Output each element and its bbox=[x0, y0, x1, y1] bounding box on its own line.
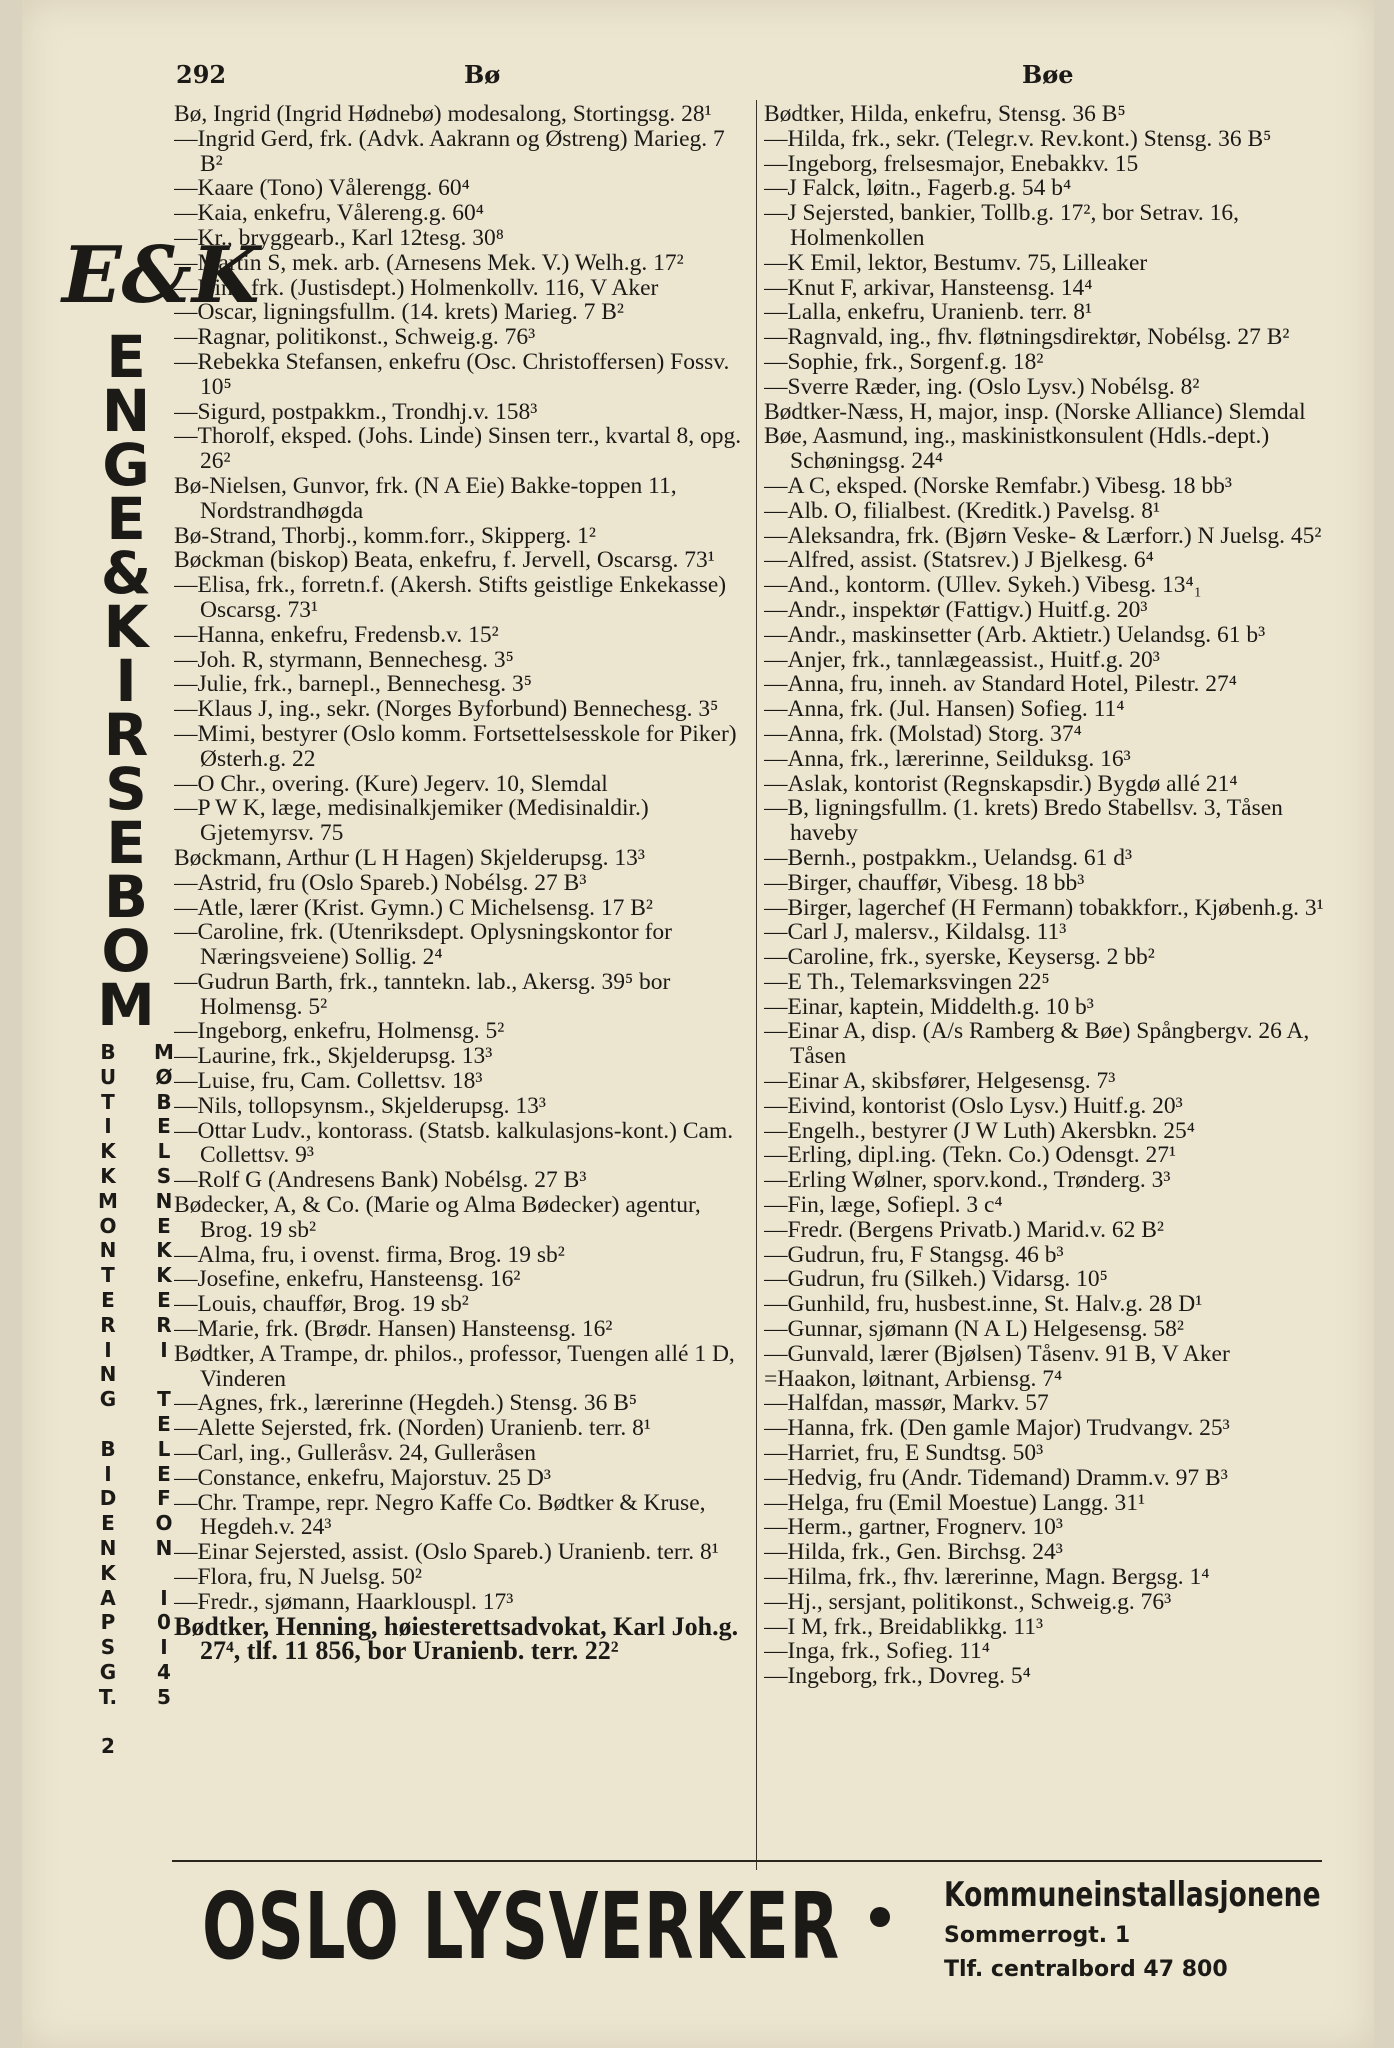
directory-entry: —Klaus J, ing., sekr. (Norges Byforbund) Bennechesg. 3⁵ bbox=[174, 697, 719, 722]
vertical-letter: 2 bbox=[101, 1734, 115, 1759]
directory-entry: —Flora, fru, N Juelsg. 50² bbox=[174, 1565, 422, 1590]
directory-entry: —Gunnar, sjømann (N A L) Helgesensg. 58² bbox=[764, 1317, 1184, 1342]
right-column bbox=[764, 102, 1346, 1689]
directory-entry: —Oscar, ligningsfullm. (14. krets) Marieg. 7 B² bbox=[174, 300, 624, 326]
directory-entry: —Gunhild, fru, husbest.inne, St. Halv.g. 28 D¹ bbox=[764, 1292, 1203, 1318]
directory-entry: —Engelh., bestyrer (J W Luth) Akersbkn. 25⁴ bbox=[764, 1118, 1195, 1144]
vertical-letter: E bbox=[157, 1287, 171, 1312]
directory-entry: —O Chr., overing. (Kure) Jegerv. 10, Slemdal bbox=[174, 771, 608, 797]
directory-entry: —Einar A, disp. (A/s Ramberg & Bøe) Spångbergv. 26 A, Tåsen bbox=[764, 1019, 1310, 1070]
directory-entry: =Haakon, løitnant, Arbiensg. 7⁴ bbox=[764, 1366, 1063, 1392]
directory-entry: —Kr., bryggearb., Karl 12tesg. 30⁸ bbox=[174, 225, 504, 251]
vertical-letter: K bbox=[100, 1560, 116, 1585]
directory-entry: —And., kontorm. (Ullev. Sykeh.) Vibesg. 13⁴₁ bbox=[764, 573, 1202, 598]
directory-entry: —Eivind, kontorist (Oslo Lysv.) Huitf.g. 20³ bbox=[764, 1093, 1183, 1119]
ad-letter: E bbox=[106, 485, 146, 553]
directory-entry: —Gudrun Barth, frk., tanntekn. lab., Akersg. 39⁵ bor Holmensg. 5² bbox=[174, 969, 671, 1020]
directory-entry: —K Emil, lektor, Bestumv. 75, Lilleaker bbox=[764, 250, 1148, 276]
ad-letter: I bbox=[115, 647, 137, 715]
directory-entry: —J Sejersted, bankier, Tollb.g. 17², bor Setrav. 16, Holmenkollen bbox=[764, 201, 1240, 251]
directory-entry: —Ingeborg, frk., Dovreg. 5⁴ bbox=[764, 1664, 1031, 1689]
directory-entry: —A C, eksped. (Norske Remfabr.) Vibesg. 18 bb³ bbox=[764, 473, 1232, 499]
vertical-letter: A bbox=[100, 1585, 116, 1610]
right-column-heading: Bøe bbox=[1022, 60, 1074, 89]
vertical-letter: U bbox=[99, 1064, 117, 1089]
directory-entry: —Inga, frk., Sofieg. 11⁴ bbox=[764, 1639, 990, 1665]
vertical-letter: G bbox=[99, 1387, 117, 1412]
vertical-letter: P bbox=[100, 1610, 116, 1635]
vertical-letter: O bbox=[155, 1511, 173, 1536]
directory-entry: —Rolf G (Andresens Bank) Nobélsg. 27 B³ bbox=[174, 1168, 587, 1194]
directory-entry: Bøckmann, Arthur (L H Hagen) Skjelderupsg. 13³ bbox=[174, 845, 645, 871]
vertical-letter: R bbox=[100, 1312, 116, 1337]
directory-entry: —Ottar Ludv., kontorass. (Statsb. kalkulasjons-kont.) Cam. Collettsv. 9³ bbox=[174, 1118, 734, 1169]
ad-letter: M bbox=[97, 971, 155, 1039]
left-column-heading: Bø bbox=[464, 60, 501, 89]
directory-entry: —Hilma, frk., fhv. lærerinne, Magn. Bergsg. 1⁴ bbox=[764, 1565, 1210, 1590]
vertical-letter: M bbox=[98, 1188, 118, 1213]
directory-entry: —Kaare (Tono) Vålerengg. 60⁴ bbox=[174, 176, 470, 202]
vertical-letter: N bbox=[99, 1535, 117, 1560]
vertical-letter: R bbox=[156, 1312, 172, 1337]
vertical-letter: I bbox=[160, 1585, 168, 1610]
vertical-letter: N bbox=[155, 1535, 173, 1560]
directory-entry: —Caroline, frk., syerske, Keysersg. 2 bb² bbox=[764, 945, 1155, 970]
directory-entry: Bøe, Aasmund, ing., maskinistkonsulent (Hdls.-dept.) Schøningsg. 24⁴ bbox=[764, 424, 1270, 474]
directory-entry: —Fredr., sjømann, Haarklouspl. 17³ bbox=[174, 1589, 514, 1615]
vertical-letter: K bbox=[100, 1163, 116, 1188]
vertical-letter: E bbox=[157, 1411, 171, 1436]
vertical-letter: K bbox=[100, 1139, 116, 1164]
side-advertisement bbox=[52, 230, 260, 1759]
directory-entry: —Gunvald, lærer (Bjølsen) Tåsenv. 91 B, V Aker bbox=[764, 1341, 1230, 1367]
directory-entry: —Hedvig, fru (Andr. Tidemand) Dramm.v. 97 B³ bbox=[764, 1465, 1228, 1491]
vertical-letter: F bbox=[157, 1486, 171, 1511]
vertical-letter: I bbox=[104, 1114, 112, 1139]
vertical-letter: I bbox=[160, 1337, 168, 1362]
directory-entry: —Fredr. (Bergens Privatb.) Marid.v. 62 B² bbox=[764, 1217, 1164, 1243]
directory-entry: —Anna, frk., lærerinne, Seilduksg. 16³ bbox=[764, 746, 1131, 772]
directory-entry: —Luise, fru, Cam. Collettsv. 18³ bbox=[174, 1069, 483, 1094]
vertical-letter: G bbox=[99, 1659, 117, 1684]
directory-entry: Bø-Strand, Thorbj., komm.forr., Skipperg. 1² bbox=[174, 523, 596, 549]
directory-entry: Bødtker, A Trampe, dr. philos., professor, Tuengen allé 1 D, Vinderen bbox=[174, 1341, 735, 1392]
directory-entry: —Gudrun, fru (Silkeh.) Vidarsg. 10⁵ bbox=[764, 1267, 1108, 1293]
directory-entry: —Marie, frk. (Brødr. Hansen) Hansteensg. 16² bbox=[174, 1317, 613, 1342]
directory-entry: —Einar A, skibsfører, Helgesensg. 7³ bbox=[764, 1069, 1116, 1094]
directory-entry: —J Falck, løitn., Fagerb.g. 54 b⁴ bbox=[764, 176, 1072, 202]
directory-page bbox=[22, 0, 1374, 2048]
directory-entry: —Caroline, frk. (Utenriksdept. Oplysningskontor for Næringsveiene) Sollig. 2⁴ bbox=[174, 920, 672, 970]
directory-entry: —Erling Wølner, sporv.kond., Trønderg. 3³ bbox=[764, 1168, 1171, 1194]
directory-entry: —Constance, enkefru, Majorstuv. 25 D³ bbox=[174, 1465, 551, 1491]
vertical-letter: B bbox=[100, 1040, 116, 1064]
footer-title: OSLO LYSVERKER bbox=[202, 1873, 840, 1980]
directory-entry: —Carl J, malersv., Kildalsg. 11³ bbox=[764, 920, 1067, 946]
directory-entry: —Anna, frk. (Jul. Hansen) Sofieg. 11⁴ bbox=[764, 697, 1125, 722]
directory-entry: —Bernh., postpakkm., Uelandsg. 61 d³ bbox=[764, 845, 1132, 871]
directory-entry: —Ingrid Gerd, frk. (Advk. Aakrann og Østreng) Marieg. 7 B² bbox=[174, 126, 725, 177]
vertical-letter: O bbox=[99, 1213, 117, 1238]
directory-entry: —Einar, kaptein, Middelth.g. 10 b³ bbox=[764, 994, 1094, 1020]
directory-entry: —Rebekka Stefansen, enkefru (Osc. Christoffersen) Fossv. 10⁵ bbox=[174, 349, 730, 400]
ad-letter: E bbox=[106, 809, 146, 877]
ad-letter: O bbox=[101, 917, 151, 985]
vertical-letter: T. bbox=[98, 1684, 118, 1709]
directory-entry: —Alette Sejersted, frk. (Norden) Uranienb. terr. 8¹ bbox=[174, 1416, 651, 1442]
vertical-letter: S bbox=[156, 1163, 172, 1188]
directory-entry: —Carl, ing., Gulleråsv. 24, Gulleråsen bbox=[174, 1441, 536, 1466]
directory-entry: —Birger, lagerchef (H Fermann) tobakkforr., Kjøbenh.g. 3¹ bbox=[764, 895, 1324, 921]
vertical-letter: N bbox=[99, 1238, 117, 1263]
directory-entry: Bøckman (biskop) Beata, enkefru, f. Jervell, Oscarsg. 73¹ bbox=[174, 548, 715, 574]
vertical-letter: I bbox=[160, 1635, 168, 1660]
vertical-letter bbox=[90, 1710, 126, 1735]
vertical-letter: N bbox=[155, 1188, 173, 1213]
directory-entry: —B, ligningsfullm. (1. krets) Bredo Stabellsv. 3, Tåsen haveby bbox=[764, 796, 1283, 846]
directory-entry: —Chr. Trampe, repr. Negro Kaffe Co. Bødtker & Kruse, Hegdeh.v. 24³ bbox=[174, 1490, 706, 1541]
vertical-letter: E bbox=[101, 1287, 115, 1312]
directory-entry: —Astrid, fru (Oslo Spareb.) Nobélsg. 27 B³ bbox=[174, 870, 587, 896]
directory-entry: —Sigurd, postpakkm., Trondhj.v. 158³ bbox=[174, 399, 538, 425]
ad-letter: G bbox=[102, 431, 150, 499]
vertical-letter: T bbox=[101, 1263, 115, 1288]
ad-letter: E bbox=[106, 323, 146, 391]
vertical-letter: K bbox=[156, 1238, 172, 1263]
footer-bullet bbox=[870, 1907, 890, 1927]
directory-entry: —Hanna, frk. (Den gamle Major) Trudvangv. 25³ bbox=[764, 1416, 1230, 1442]
directory-entry: —Helga, fru (Emil Moestue) Langg. 31¹ bbox=[764, 1490, 1145, 1516]
vertical-letter: E bbox=[157, 1213, 171, 1238]
footer-line-3: Tlf. centralbord 47 800 bbox=[944, 1957, 1228, 1982]
ad-letter: K bbox=[103, 593, 149, 661]
directory-entry: —Julie, frk., barnepl., Bennechesg. 3⁵ bbox=[174, 672, 532, 698]
directory-entry: —Aslak, kontorist (Regnskapsdir.) Bygdø allé 21⁴ bbox=[764, 771, 1238, 797]
ad-letter: N bbox=[101, 377, 151, 445]
vertical-letter: 4 bbox=[157, 1659, 171, 1684]
directory-entry: Bø, Ingrid (Ingrid Hødnebø) modesalong, Stortingsg. 28¹ bbox=[174, 102, 712, 127]
directory-entry: —Ragnar, politikonst., Schweig.g. 76³ bbox=[174, 325, 536, 350]
directory-entry: —E Th., Telemarksvingen 22⁵ bbox=[764, 969, 1050, 995]
directory-entry: —Nils, tollopsynsm., Skjelderupsg. 13³ bbox=[174, 1093, 546, 1119]
vertical-letter: 5 bbox=[157, 1684, 171, 1709]
directory-entry: —Alma, fru, i ovenst. firma, Brog. 19 sb² bbox=[174, 1242, 565, 1268]
vertical-letter: S bbox=[100, 1635, 116, 1660]
directory-entry: Bø-Nielsen, Gunvor, frk. (N A Eie) Bakke-toppen 11, Nordstrandhøgda bbox=[174, 473, 677, 524]
directory-entry: —Laurine, frk., Skjelderupsg. 13³ bbox=[174, 1044, 493, 1070]
directory-entry: —Lalla, enkefru, Uranienb. terr. 8¹ bbox=[764, 300, 1093, 326]
vertical-letter: Ø bbox=[155, 1064, 173, 1089]
directory-entry: Bødtker, Henning, høiesterettsadvokat, Karl Joh.g. 27⁴, tlf. 11 856, bor Uranienb. terr. 22² bbox=[174, 1614, 739, 1665]
directory-entry: —Mimi, bestyrer (Oslo komm. Fortsettelsesskole for Piker) Østerh.g. 22 bbox=[174, 721, 737, 772]
ek-logo: E&K bbox=[62, 230, 260, 321]
vertical-letter bbox=[90, 1412, 126, 1437]
footer-line-2: Sommerrogt. 1 bbox=[944, 1923, 1131, 1948]
vertical-letter: E bbox=[157, 1461, 171, 1486]
directory-entry: Bødtker, Hilda, enkefru, Stensg. 36 B⁵ bbox=[764, 102, 1126, 127]
directory-entry: —Nini, frk. (Justisdept.) Holmenkollv. 116, V Aker bbox=[174, 275, 659, 301]
directory-entry: —Andr., inspektør (Fattigv.) Huitf.g. 20³ bbox=[764, 597, 1148, 623]
directory-entry: —Halfdan, massør, Markv. 57 bbox=[764, 1391, 1049, 1417]
directory-entry: —Ingeborg, enkefru, Holmensg. 5² bbox=[174, 1019, 505, 1045]
directory-entry: —Alb. O, filialbest. (Kreditk.) Pavelsg. 8¹ bbox=[764, 498, 1161, 524]
ad-letter: B bbox=[103, 863, 149, 931]
directory-entry: —Martin S, mek. arb. (Arnesens Mek. V.) Welh.g. 17² bbox=[174, 250, 684, 276]
footer-advertisement bbox=[172, 1865, 1322, 1995]
vertical-letter: N bbox=[99, 1362, 117, 1387]
footer-rule bbox=[172, 1860, 1322, 1862]
page-number: 292 bbox=[176, 60, 227, 89]
directory-entry: —Birger, chauffør, Vibesg. 18 bb³ bbox=[764, 870, 1085, 896]
directory-entry: Bødecker, A, & Co. (Marie og Alma Bødecker) agentur, Brog. 19 sb² bbox=[174, 1193, 701, 1243]
directory-entry: —Sophie, frk., Sorgenf.g. 18² bbox=[764, 349, 1044, 375]
directory-entry: —Thorolf, eksped. (Johs. Linde) Sinsen terr., kvartal 8, opg. 26² bbox=[174, 424, 742, 474]
page-header bbox=[22, 56, 1374, 96]
vertical-letter: I bbox=[104, 1337, 112, 1362]
directory-entry: —Andr., maskinsetter (Arb. Aktietr.) Uelandsg. 61 b³ bbox=[764, 622, 1266, 648]
directory-entry: —Josefine, enkefru, Hansteensg. 16² bbox=[174, 1267, 521, 1293]
directory-entry: —Hj., sersjant, politikonst., Schweig.g. 76³ bbox=[764, 1589, 1172, 1615]
directory-entry: —Fin, læge, Sofiepl. 3 c⁴ bbox=[764, 1193, 1003, 1218]
vertical-letter: E bbox=[157, 1114, 171, 1139]
vertical-letter: 0 bbox=[157, 1610, 171, 1635]
vertical-letter: L bbox=[157, 1139, 171, 1164]
vertical-letter: T bbox=[157, 1387, 171, 1412]
directory-entry: —Sverre Ræder, ing. (Oslo Lysv.) Nobélsg. 8² bbox=[764, 374, 1200, 400]
directory-entry: —I M, frk., Breidablikkg. 11³ bbox=[764, 1614, 1043, 1640]
directory-entry: Bødtker-Næss, H, major, insp. (Norske Alliance) Slemdal bbox=[764, 399, 1306, 425]
vertical-letter: B bbox=[156, 1089, 172, 1114]
directory-entry: —Agnes, frk., lærerinne (Hegdeh.) Stensg. 36 B⁵ bbox=[174, 1391, 638, 1417]
directory-entry: —Gudrun, fru, F Stangsg. 46 b³ bbox=[764, 1242, 1064, 1268]
footer-line-1: Kommuneinstallasjonene bbox=[944, 1875, 1321, 1915]
vertical-letter: E bbox=[101, 1511, 115, 1536]
directory-entry: —Ragnvald, ing., fhv. fløtningsdirektør, Nobélsg. 27 B² bbox=[764, 325, 1290, 350]
vertical-letter: D bbox=[99, 1486, 117, 1511]
directory-entry: —P W K, læge, medisinalkjemiker (Medisinaldir.) Gjetemyrsv. 75 bbox=[174, 796, 649, 846]
directory-entry: —Knut F, arkivar, Hansteensg. 14⁴ bbox=[764, 275, 1093, 301]
directory-entry: —Anna, frk. (Molstad) Storg. 37⁴ bbox=[764, 721, 1082, 747]
ad-letter: R bbox=[103, 701, 149, 769]
ad-letter: S bbox=[105, 755, 147, 823]
vertical-letter: L bbox=[157, 1436, 171, 1461]
directory-entry: —Aleksandra, frk. (Bjørn Veske- & Lærforr.) N Juelsg. 45² bbox=[764, 523, 1322, 549]
directory-entry: —Harriet, fru, E Sundtsg. 50³ bbox=[764, 1441, 1044, 1466]
vertical-letter: M bbox=[154, 1040, 174, 1064]
directory-entry: —Herm., gartner, Frognerv. 10³ bbox=[764, 1515, 1063, 1541]
directory-entry: —Anna, fru, inneh. av Standard Hotel, Pilestr. 27⁴ bbox=[764, 672, 1237, 698]
vertical-letter: B bbox=[100, 1436, 116, 1461]
directory-entry: —Hilda, frk., sekr. (Telegr.v. Rev.kont.) Stensg. 36 B⁵ bbox=[764, 126, 1272, 152]
directory-entry: —Hilda, frk., Gen. Birchsg. 24³ bbox=[764, 1540, 1063, 1566]
directory-entry: —Joh. R, styrmann, Bennechesg. 3⁵ bbox=[174, 647, 514, 673]
enge-kirsebom-letters bbox=[76, 323, 176, 1039]
directory-entry: —Louis, chauffør, Brog. 19 sb² bbox=[174, 1292, 469, 1318]
directory-entry: —Alfred, assist. (Statsrev.) J Bjelkesg. 6⁴ bbox=[764, 548, 1154, 574]
ad-letter: & bbox=[100, 539, 152, 607]
directory-entry: —Ingeborg, frelsesmajor, Enebakkv. 15 bbox=[764, 151, 1139, 177]
directory-entry: —Kaia, enkefru, Vålereng.g. 60⁴ bbox=[174, 201, 484, 226]
directory-entry: —Einar Sejersted, assist. (Oslo Spareb.) Uranienb. terr. 8¹ bbox=[174, 1540, 719, 1566]
vertical-text-left bbox=[90, 1040, 126, 1759]
directory-entry: —Erling, dipl.ing. (Tekn. Co.) Odensgt. 27¹ bbox=[764, 1143, 1177, 1169]
directory-entry: —Anjer, frk., tannlægeassist., Huitf.g. 20³ bbox=[764, 647, 1160, 673]
column-divider bbox=[756, 100, 757, 1870]
directory-entry: —Elisa, frk., forretn.f. (Akersh. Stifts geistlige Enkekasse) Oscarsg. 73¹ bbox=[174, 573, 727, 623]
left-column bbox=[174, 102, 744, 1664]
directory-entry: —Atle, lærer (Krist. Gymn.) C Michelsensg. 17 B² bbox=[174, 895, 653, 921]
directory-entry: —Hanna, enkefru, Fredensb.v. 15² bbox=[174, 622, 499, 648]
vertical-letter: I bbox=[104, 1461, 112, 1486]
vertical-letter: T bbox=[101, 1089, 115, 1114]
vertical-letter: K bbox=[156, 1263, 172, 1288]
